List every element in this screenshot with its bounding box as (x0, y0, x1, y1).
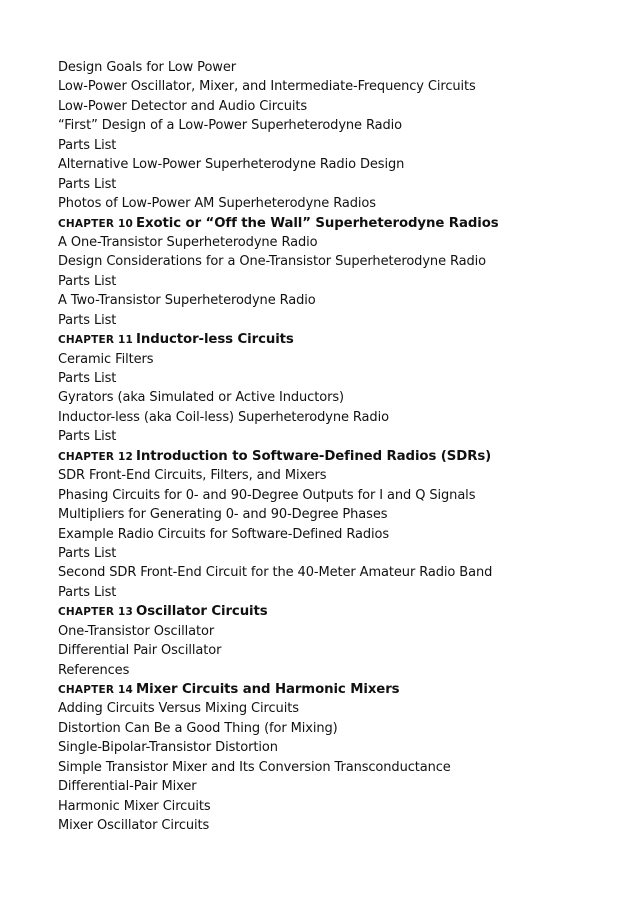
chapter-number: CHAPTER 12 (58, 450, 134, 463)
chapter-heading (58, 680, 618, 699)
toc-entry: Parts List (58, 429, 117, 445)
toc-entry: Parts List (58, 371, 117, 386)
chapter-title: Oscillator Circuits (136, 604, 268, 620)
toc-entry: Multipliers for Generating 0- and 90-Degree Phases (58, 507, 388, 523)
toc-entry: Simple Transistor Mixer and Its Conversion Transconductance (58, 759, 451, 775)
toc-entry: Gyrators (aka Simulated or Active Inductors) (58, 390, 344, 406)
toc-entry: Parts List (58, 545, 117, 561)
chapter-title: Inductor-less Circuits (136, 332, 294, 348)
chapter-heading (58, 330, 618, 349)
toc-entry: Harmonic Mixer Circuits (58, 798, 211, 814)
table-of-contents (58, 58, 618, 836)
chapter-heading (58, 602, 618, 621)
chapter-number: CHAPTER 13 (58, 606, 134, 619)
chapter-heading (58, 447, 618, 466)
toc-entry: Parts List (58, 137, 117, 153)
chapter-number: CHAPTER 14 (58, 684, 134, 696)
toc-entry: Low-Power Oscillator, Mixer, and Intermediate-Frequency Circuits (58, 79, 476, 95)
toc-entry: Phasing Circuits for 0- and 90-Degree Outputs for I and Q Signals (58, 487, 476, 503)
toc-entry: Low-Power Detector and Audio Circuits (58, 98, 308, 114)
toc-entry: References (58, 662, 130, 678)
toc-entry: “First” Design of a Low-Power Superheterodyne Radio (58, 118, 403, 134)
chapter-title: Exotic or “Off the Wall” Superheterodyne Radios (136, 215, 499, 231)
toc-entry: Design Considerations for a One-Transistor Superheterodyne Radio (58, 254, 487, 270)
chapter-title: Mixer Circuits and Harmonic Mixers (136, 682, 400, 697)
toc-entry: Alternative Low-Power Superheterodyne Radio Design (58, 157, 405, 173)
toc-entry: A Two-Transistor Superheterodyne Radio (58, 293, 316, 309)
chapter-title: Introduction to Software-Defined Radios (SDRs) (136, 448, 492, 464)
toc-entry: Parts List (58, 584, 117, 600)
toc-entry: Single-Bipolar-Transistor Distortion (58, 740, 278, 756)
toc-entry: Example Radio Circuits for Software-Defined Radios (58, 526, 390, 542)
toc-entry: Parts List (58, 312, 117, 328)
toc-entry: A One-Transistor Superheterodyne Radio (58, 234, 318, 250)
toc-entry: Distortion Can Be a Good Thing (for Mixing) (58, 720, 338, 736)
toc-entry: Mixer Oscillator Circuits (58, 818, 210, 834)
chapter-heading (58, 214, 618, 233)
toc-entry: Differential-Pair Mixer (58, 779, 197, 795)
chapter-number: CHAPTER 10 (58, 217, 134, 230)
toc-entry: Second SDR Front-End Circuit for the 40-Meter Amateur Radio Band (58, 565, 493, 581)
toc-entry: Inductor-less (aka Coil-less) Superheterodyne Radio (58, 409, 389, 425)
toc-entry: One-Transistor Oscillator (58, 623, 215, 639)
toc-entry: Parts List (58, 273, 117, 289)
toc-entry: Design Goals for Low Power (58, 60, 236, 75)
chapter-number: CHAPTER 11 (58, 334, 134, 347)
toc-entry: Ceramic Filters (58, 351, 154, 367)
toc-entry: SDR Front-End Circuits, Filters, and Mixers (58, 468, 327, 484)
toc-entry: Parts List (58, 176, 117, 192)
toc-entry: Adding Circuits Versus Mixing Circuits (58, 701, 299, 717)
toc-entry: Photos of Low-Power AM Superheterodyne Radios (58, 196, 376, 212)
toc-entry: Differential Pair Oscillator (58, 643, 222, 659)
